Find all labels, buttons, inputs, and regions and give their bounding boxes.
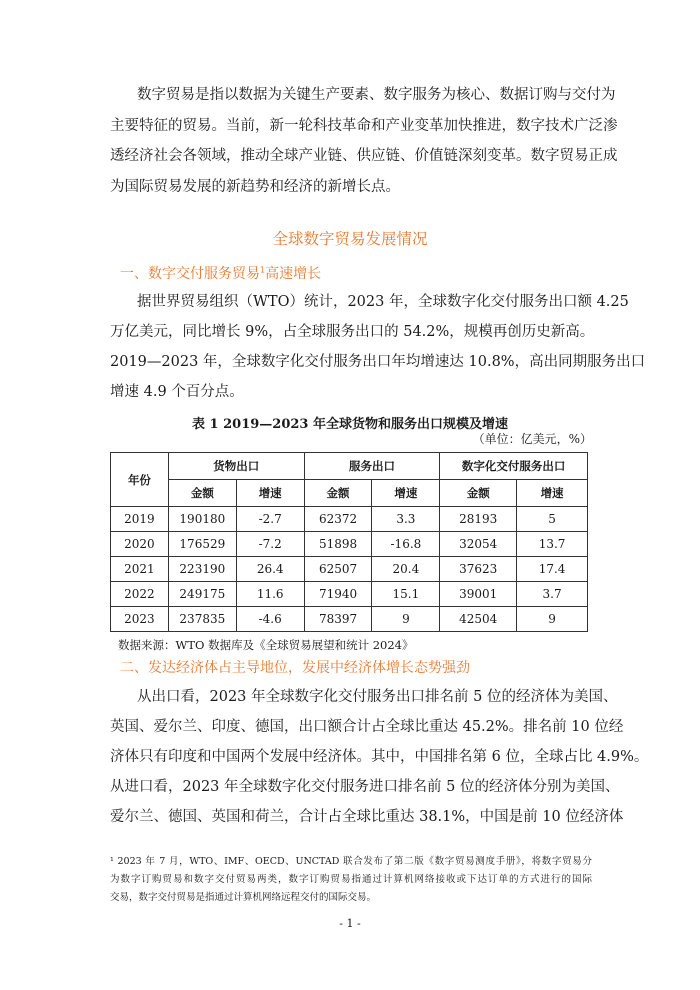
sub-header: 增速 bbox=[517, 480, 588, 507]
table-cell: 78397 bbox=[304, 607, 372, 632]
table-cell: 62507 bbox=[304, 557, 372, 582]
table-cell: -4.6 bbox=[236, 607, 304, 632]
table-cell: 71940 bbox=[304, 582, 372, 607]
body-line: 据世界贸易组织（WTO）统计，2023 年，全球数字化交付服务出口额 4.25 bbox=[137, 294, 629, 310]
table-source: 数据来源：WTO 数据库及《全球贸易展望和统计 2024》 bbox=[118, 638, 414, 652]
group-header: 数字化交付服务出口 bbox=[440, 453, 588, 480]
table-cell: 190180 bbox=[168, 507, 236, 532]
table-cell: -2.7 bbox=[236, 507, 304, 532]
intro-line: 透经济社会各领域，推动全球产业链、供应链、价值链深刻变革。数字贸易正成 bbox=[110, 148, 618, 164]
sub-header: 金额 bbox=[168, 480, 236, 507]
table-cell: 15.1 bbox=[372, 582, 440, 607]
year-header: 年份 bbox=[111, 453, 169, 507]
table-cell: 3.3 bbox=[372, 507, 440, 532]
sub-header: 增速 bbox=[372, 480, 440, 507]
table-row bbox=[111, 582, 588, 607]
body-line: 济体只有印度和中国两个发展中经济体。其中，中国排名第 6 位，全球占比 4.9%。 bbox=[110, 749, 649, 765]
body-line: 爱尔兰、德国、英国和荷兰，合计占全球比重达 38.1%，中国是前 10 位经济体 bbox=[110, 809, 624, 825]
table-cell: 51898 bbox=[304, 532, 372, 557]
table-cell: 28193 bbox=[440, 507, 517, 532]
table-row bbox=[111, 532, 588, 557]
footnote-line: 为数字订购贸易和数字交付贸易两类，数字订购贸易指通过计算机网络接收或下达订单的方式进行的国际 bbox=[110, 874, 592, 885]
table-cell: 2021 bbox=[111, 557, 169, 582]
footnote-ref[interactable]: 1 bbox=[260, 265, 266, 275]
footnote-line: 交易，数字交付贸易是指通过计算机网络远程交付的国际交易。 bbox=[110, 892, 377, 903]
table-cell: 237835 bbox=[168, 607, 236, 632]
page-number: - 1 - bbox=[339, 917, 361, 930]
table-cell: -7.2 bbox=[236, 532, 304, 557]
table-cell: 9 bbox=[517, 607, 588, 632]
data-table bbox=[110, 452, 588, 632]
table-row bbox=[111, 607, 588, 632]
table-cell: 42504 bbox=[440, 607, 517, 632]
intro-line: 数字贸易是指以数据为关键生产要素、数字服务为核心、数据订购与交付为 bbox=[137, 87, 616, 103]
sub-header: 增速 bbox=[236, 480, 304, 507]
table-cell: 17.4 bbox=[517, 557, 588, 582]
table-cell: 5 bbox=[517, 507, 588, 532]
table-cell: 9 bbox=[372, 607, 440, 632]
table-title: 表 1 2019—2023 年全球货物和服务出口规模及增速 bbox=[192, 417, 508, 432]
body-line: 英国、爱尔兰、印度、德国，出口额合计占全球比重达 45.2%。排名前 10 位经 bbox=[110, 719, 624, 735]
intro-line: 为国际贸易发展的新趋势和经济的新增长点。 bbox=[110, 179, 400, 195]
section-title: 全球数字贸易发展情况 bbox=[272, 230, 428, 248]
body-line: 从进口看，2023 年全球数字化交付服务进口排名前 5 位的经济体分别为美国、 bbox=[110, 779, 620, 795]
table-cell: 20.4 bbox=[372, 557, 440, 582]
table-cell: 223190 bbox=[168, 557, 236, 582]
group-header: 服务出口 bbox=[304, 453, 440, 480]
body-line: 增速 4.9 个百分点。 bbox=[110, 384, 244, 400]
table-cell: 2019 bbox=[111, 507, 169, 532]
table-row bbox=[111, 557, 588, 582]
section2-heading: 二、发达经济体占主导地位，发展中经济体增长态势强劲 bbox=[120, 660, 470, 676]
sub-header: 金额 bbox=[440, 480, 517, 507]
table-cell: 11.6 bbox=[236, 582, 304, 607]
table-cell: 2020 bbox=[111, 532, 169, 557]
table-unit: （单位：亿美元，%） bbox=[472, 432, 592, 446]
table-cell: 62372 bbox=[304, 507, 372, 532]
table-cell: 2023 bbox=[111, 607, 169, 632]
section1-heading: 一、数字交付服务贸易$^1$高速增长 bbox=[120, 265, 322, 282]
table-cell: -16.8 bbox=[372, 532, 440, 557]
intro-line: 主要特征的贸易。当前，新一轮科技革命和产业变革加快推进，数字技术广泛渗 bbox=[110, 118, 618, 134]
table-cell: 249175 bbox=[168, 582, 236, 607]
group-header: 货物出口 bbox=[168, 453, 304, 480]
table-cell: 32054 bbox=[440, 532, 517, 557]
table-cell: 37623 bbox=[440, 557, 517, 582]
body-line: 从出口看，2023 年全球数字化交付服务出口排名前 5 位的经济体为美国、 bbox=[137, 689, 618, 705]
table-cell: 3.7 bbox=[517, 582, 588, 607]
footnote-line: ¹ 2023 年 7 月，WTO、IMF、OECD、UNCTAD 联合发布了第二版《数字贸易测度手册》，将数字贸易分 bbox=[110, 856, 592, 867]
table-cell: 2022 bbox=[111, 582, 169, 607]
body-line: 万亿美元，同比增长 9%，占全球服务出口的 54.2%，规模再创历史新高。 bbox=[110, 324, 595, 340]
table-cell: 26.4 bbox=[236, 557, 304, 582]
table-row bbox=[111, 507, 588, 532]
table-cell: 13.7 bbox=[517, 532, 588, 557]
sub-header: 金额 bbox=[304, 480, 372, 507]
table-cell: 39001 bbox=[440, 582, 517, 607]
body-line: 2019—2023 年，全球数字化交付服务出口年均增速达 10.8%，高出同期服务出口 bbox=[110, 354, 646, 370]
table-cell: 176529 bbox=[168, 532, 236, 557]
